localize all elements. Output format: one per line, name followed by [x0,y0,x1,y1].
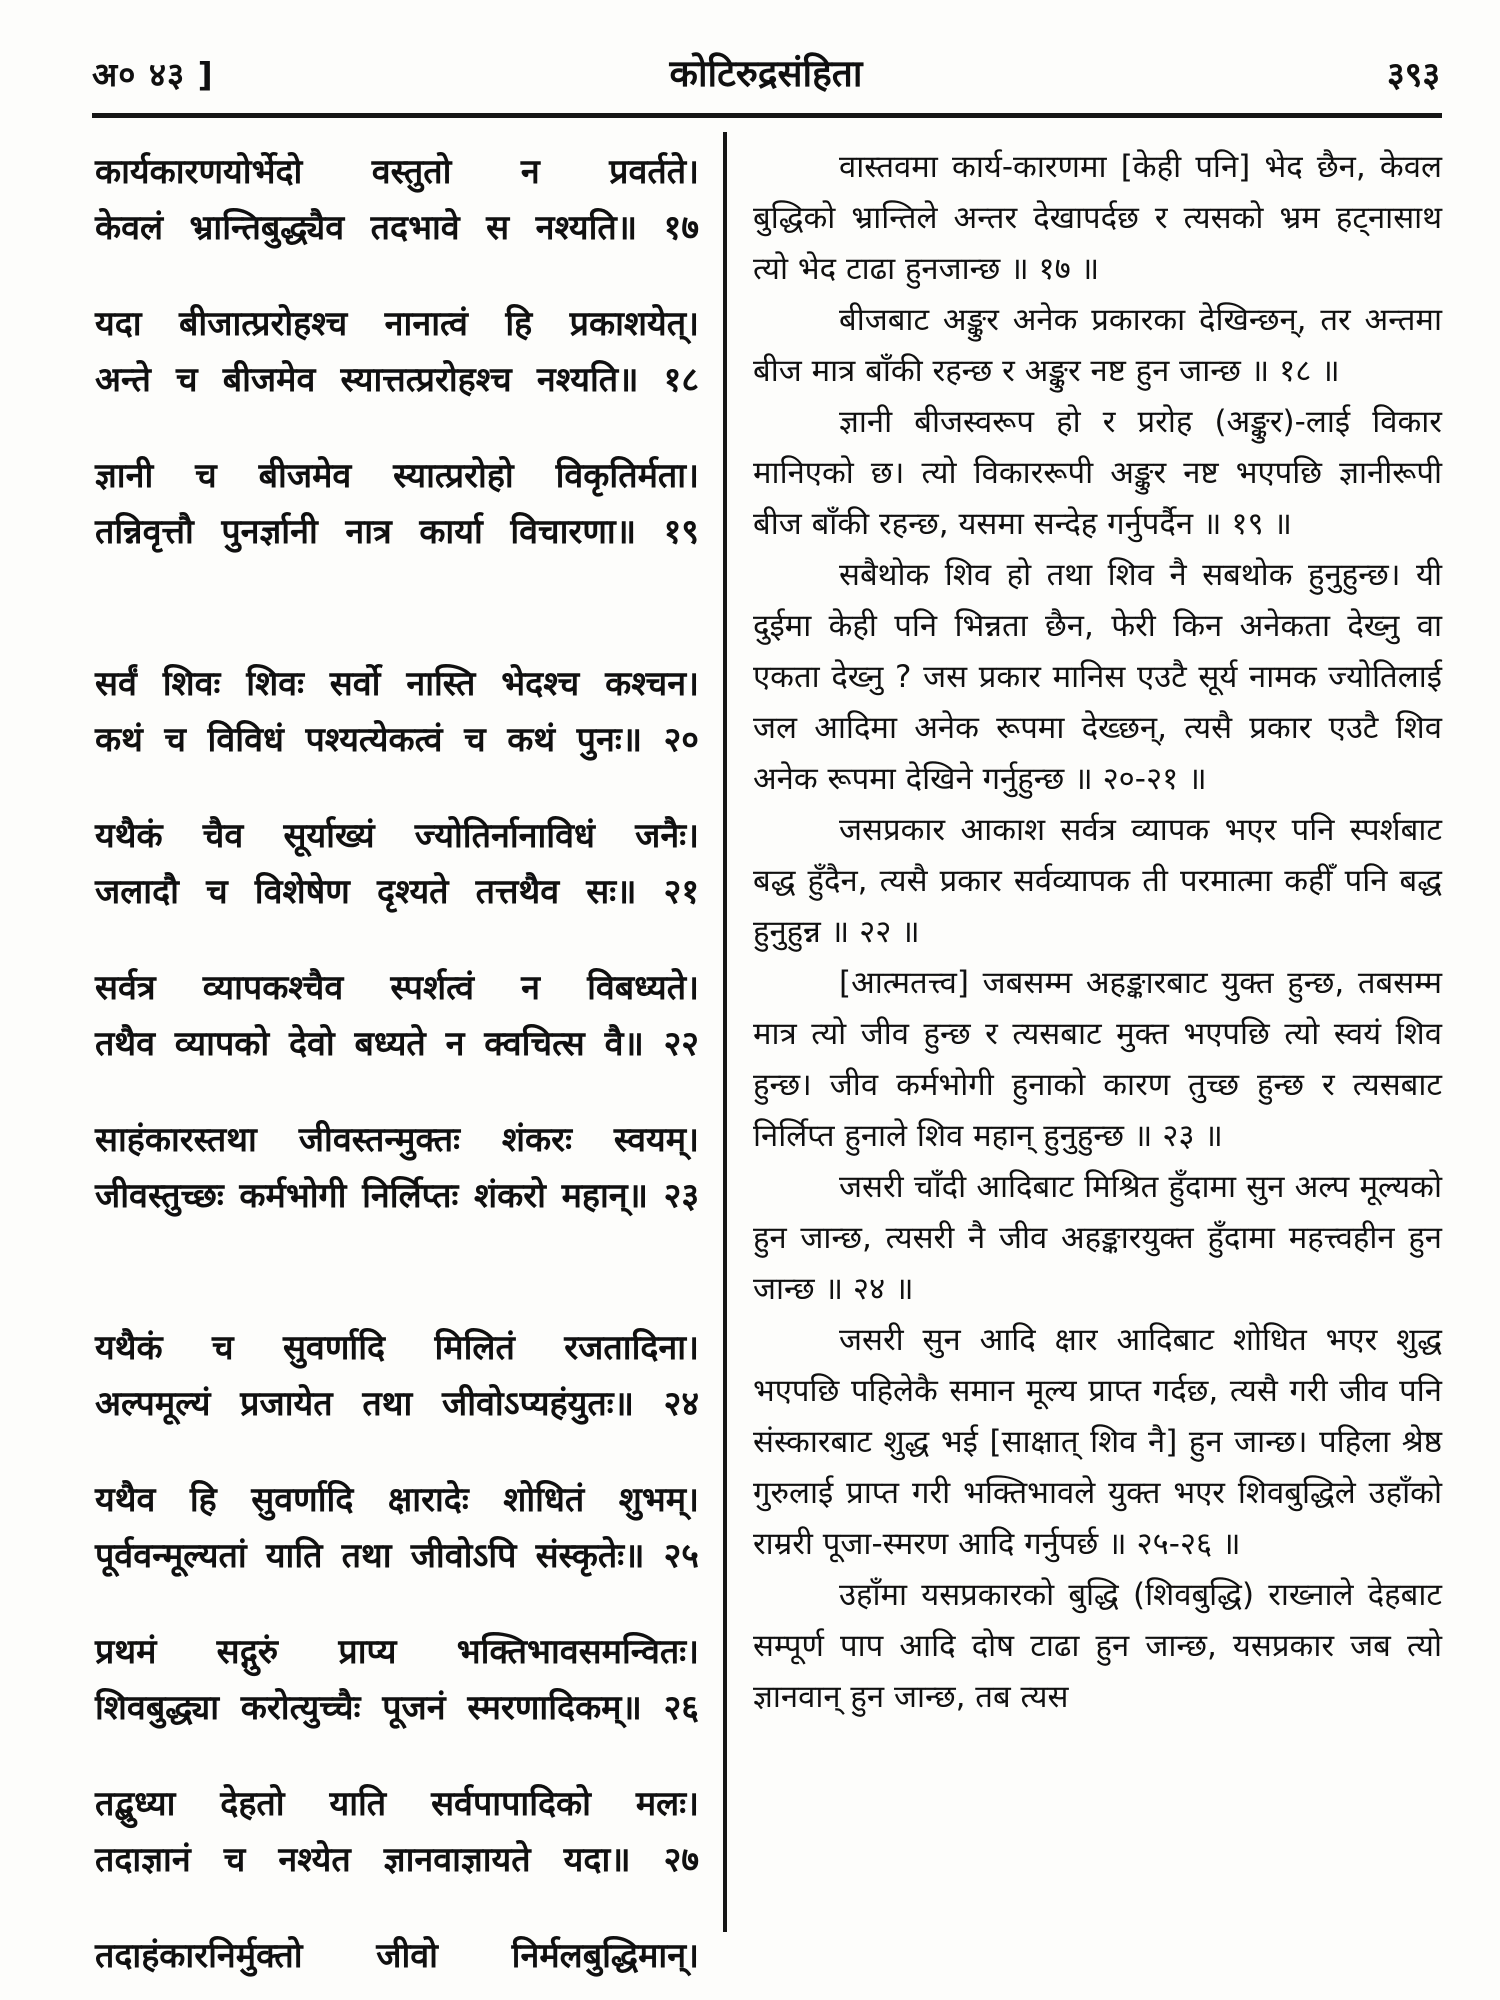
verse-line: कार्यकारणयोर्भेदो वस्तुतो न प्रवर्तते। [95,152,699,192]
sanskrit-closing-line [95,1928,699,1984]
verse-line: ज्ञानी च बीजमेव स्यात्प्ररोहो विकृतिर्मता। [95,456,699,496]
translation-paragraph-22: जसप्रकार आकाश सर्वत्र व्यापक भएर पनि स्पर्शबाट बद्ध हुँदैन, त्यसै प्रकार सर्वव्यापक ती परमात्मा कहीँ पनि बद्ध हुनुहुन्न ॥ २२ ॥ [753,812,1442,950]
sanskrit-verse-17 [95,144,699,256]
nepali-translation-column [727,132,1442,1984]
verse-line: यथैकं च सुवर्णादि मिलितं रजतादिना। [95,1328,699,1368]
book-title: कोटिरुद्रसंहिता [669,52,863,95]
translation-paragraph-18: बीजबाट अङ्कुर अनेक प्रकारका देखिन्छन्, तर अन्तमा बीज मात्र बाँकी रहन्छ र अङ्कुर नष्ट हुन जान्छ ॥ १८ ॥ [753,302,1442,389]
sanskrit-verse-20 [95,656,699,768]
sanskrit-verse-21 [95,808,699,920]
verse-line: शिवबुद्ध्या करोत्युच्चैः पूजनं स्मरणादिकम्॥ २६ [95,1688,699,1728]
verse-line: तदाहंकारनिर्मुक्तो जीवो निर्मलबुद्धिमान्। [95,1936,699,1976]
sanskrit-column [75,132,723,1984]
verse-line: यदा बीजात्प्ररोहश्च नानात्वं हि प्रकाशयेत्। [95,304,699,344]
verse-line: यथैकं चैव सूर्याख्यं ज्योतिर्नानाविधं जनैः। [95,816,699,856]
sanskrit-verse-18 [95,296,699,408]
verse-line: प्रथमं सद्गुरुं प्राप्य भक्तिभावसमन्वितः। [95,1632,699,1672]
sanskrit-verse-22 [95,960,699,1072]
verse-line: कथं च विविधं पश्यत्येकत्वं च कथं पुनः॥ २० [95,720,699,760]
chapter-reference: अ० ४३ ] [92,55,214,94]
page-number: ३९३ [1386,55,1440,95]
verse-line: तथैव व्यापको देवो बध्यते न क्वचित्स वै॥ २२ [95,1024,699,1064]
sanskrit-verse-27 [95,1776,699,1888]
page-header [0,0,1500,97]
translation-paragraph-17: वास्तवमा कार्य-कारणमा [केही पनि] भेद छैन, केवल बुद्धिको भ्रान्तिले अन्तर देखापर्दछ र त्यसको भ्रम हट्नासाथ त्यो भेद टाढा हुनजान्छ ॥ १७ ॥ [753,149,1442,287]
translation-paragraph-19: ज्ञानी बीजस्वरूप हो र प्ररोह (अङ्कुर)-लाई विकार मानिएको छ। त्यो विकाररूपी अङ्कुर नष्ट भएपछि ज्ञानीरूपी बीज बाँकी रहन्छ, यसमा सन्देह गर्नुपर्दैन ॥ १९ ॥ [753,404,1442,542]
verse-line: सर्वं शिवः शिवः सर्वो नास्ति भेदश्च कश्चन। [95,664,699,704]
sanskrit-verse-26 [95,1624,699,1736]
sanskrit-verse-19 [95,448,699,560]
verse-line: तदाज्ञानं च नश्येत ज्ञानवाज्ञायते यदा॥ २७ [95,1840,699,1880]
verse-line: जीवस्तुच्छः कर्मभोगी निर्लिप्तः शंकरो महान्॥ २३ [95,1176,699,1216]
verse-line: जलादौ च विशेषेण दृश्यते तत्तथैव सः॥ २१ [95,872,699,912]
verse-line: तन्निवृत्तौ पुनर्ज्ञानी नात्र कार्या विचारणा॥ १९ [95,512,699,552]
verse-line: साहंकारस्तथा जीवस्तन्मुक्तः शंकरः स्वयम्। [95,1120,699,1160]
sanskrit-verse-24 [95,1320,699,1432]
verse-line: यथैव हि सुवर्णादि क्षारादेः शोधितं शुभम्। [95,1480,699,1520]
sanskrit-verse-25 [95,1472,699,1584]
verse-line: केवलं भ्रान्तिबुद्ध्यैव तदभावे स नश्यति॥ १७ [95,208,699,248]
translation-paragraph-23: [आत्मतत्त्व] जबसम्म अहङ्कारबाट युक्त हुन्छ, तबसम्म मात्र त्यो जीव हुन्छ र त्यसबाट मुक्त भएपछि त्यो स्वयं शिव हुन्छ। जीव कर्मभोगी हुनाको कारण तुच्छ हुन्छ र त्यसबाट निर्लिप्त हुनाले शिव महान् हुनुहुन्छ ॥ २३ ॥ [753,965,1442,1154]
translation-paragraph-27: उहाँमा यसप्रकारको बुद्धि (शिवबुद्धि) राख्नाले देहबाट सम्पूर्ण पाप आदि दोष टाढा हुन जान्छ, यसप्रकार जब त्यो ज्ञानवान् हुन जान्छ, तब त्यस [753,1577,1442,1715]
sanskrit-verse-23 [95,1112,699,1224]
translation-paragraph-20-21: सबैथोक शिव हो तथा शिव नै सबथोक हुनुहुन्छ। यी दुईमा केही पनि भिन्नता छैन, फेरी किन अनेकता देख्नु वा एकता देख्नु ? जस प्रकार मानिस एउटै सूर्य नामक ज्योतिलाई जल आदिमा अनेक रूपमा देख्छन्, त्यसै प्रकार एउटै शिव अनेक रूपमा देखिने गर्नुहुन्छ ॥ २०-२१ ॥ [753,557,1442,797]
verse-line: तद्बुध्या देहतो याति सर्वपापादिको मलः। [95,1784,699,1824]
verse-line: अन्ते च बीजमेव स्यात्तत्प्ररोहश्च नश्यति॥ १८ [95,360,699,400]
verse-line: अल्पमूल्यं प्रजायेत तथा जीवोऽप्यहंयुतः॥ २४ [95,1384,699,1424]
verse-line: पूर्ववन्मूल्यतां याति तथा जीवोऽपि संस्कृतेः॥ २५ [95,1536,699,1576]
translation-paragraph-24: जसरी चाँदी आदिबाट मिश्रित हुँदामा सुन अल्प मूल्यको हुन जान्छ, त्यसरी नै जीव अहङ्कारयुक्त हुँदामा महत्त्वहीन हुन जान्छ ॥ २४ ॥ [753,1169,1442,1307]
two-column-body [0,118,1500,1984]
verse-line: सर्वत्र व्यापकश्चैव स्पर्शत्वं न विबध्यते। [95,968,699,1008]
translation-paragraph-25-26: जसरी सुन आदि क्षार आदिबाट शोधित भएर शुद्ध भएपछि पहिलेकै समान मूल्य प्राप्त गर्दछ, त्यसै गरी जीव पनि संस्कारबाट शुद्ध भई [साक्षात् शिव नै] हुन जान्छ। पहिला श्रेष्ठ गुरुलाई प्राप्त गरी भक्तिभावले युक्त भएर शिवबुद्धिले उहाँको राम्ररी पूजा-स्मरण आदि गर्नुपर्छ ॥ २५-२६ ॥ [753,1322,1442,1562]
